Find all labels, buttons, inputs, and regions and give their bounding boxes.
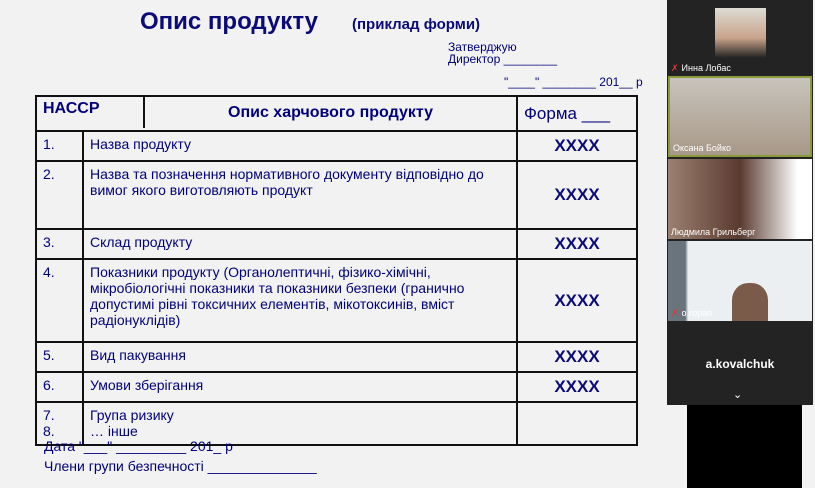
table-row: 6. Умови зберігання ХХХХ: [36, 372, 637, 402]
director-label: Директор ________: [448, 52, 557, 66]
slide-subtitle: (приклад форми): [352, 16, 481, 33]
header-haccp: НАССР Опис харчового продукту: [36, 96, 517, 131]
header-form: Форма ___: [517, 96, 637, 131]
participant-tile[interactable]: ✗ Инна Лобас: [668, 0, 812, 76]
table-row: 4. Показники продукту (Органолептичні, фізико-хімічні, мікробіологічні показники та показники безпеки (гранично допустимі рівні токсичних елементів, мікотоксинів, вміст радіонуклідів) ХХХХ: [36, 259, 637, 342]
approve-date: "____" ________ 201__ р: [504, 75, 643, 89]
participant-tile[interactable]: Людмила Грильберг: [668, 159, 812, 239]
approval-block: [448, 41, 557, 65]
participant-tile[interactable]: ✗ о.горап: [668, 241, 812, 321]
table-row: 5. Вид пакування ХХХХ: [36, 342, 637, 372]
video-area: [687, 405, 802, 488]
product-description-table: [35, 95, 638, 446]
table-row: 3. Склад продукту ХХХХ: [36, 229, 637, 259]
muted-mic-icon: ✗: [671, 63, 679, 73]
table-header: [36, 96, 637, 131]
chevron-down-icon[interactable]: ⌄: [733, 389, 743, 401]
participants-panel: [667, 0, 813, 405]
approve-label: Затверджую: [448, 40, 517, 54]
participant-tile[interactable]: a.kovalchuk: [705, 357, 775, 371]
table-row: 7. 8. Група ризику … інше: [36, 402, 637, 445]
table-row: 1. Назва продукту ХХХХ: [36, 131, 637, 161]
slide-title: Опис продукту: [140, 8, 319, 35]
muted-mic-icon: ✗: [671, 308, 679, 318]
footer-members: Члени групи безпечності ______________: [44, 458, 317, 474]
video-thumbnail: [715, 8, 766, 58]
table-row: 2. Назва та позначення нормативного документу відповідно до вимог якого виготовляють продукт ХХХХ: [36, 161, 637, 229]
footer-date: Дата "___" _________ 201_ р: [44, 438, 233, 454]
participant-tile[interactable]: Оксана Бойко: [668, 76, 812, 157]
header-description: Опис харчового продукту: [228, 104, 433, 121]
